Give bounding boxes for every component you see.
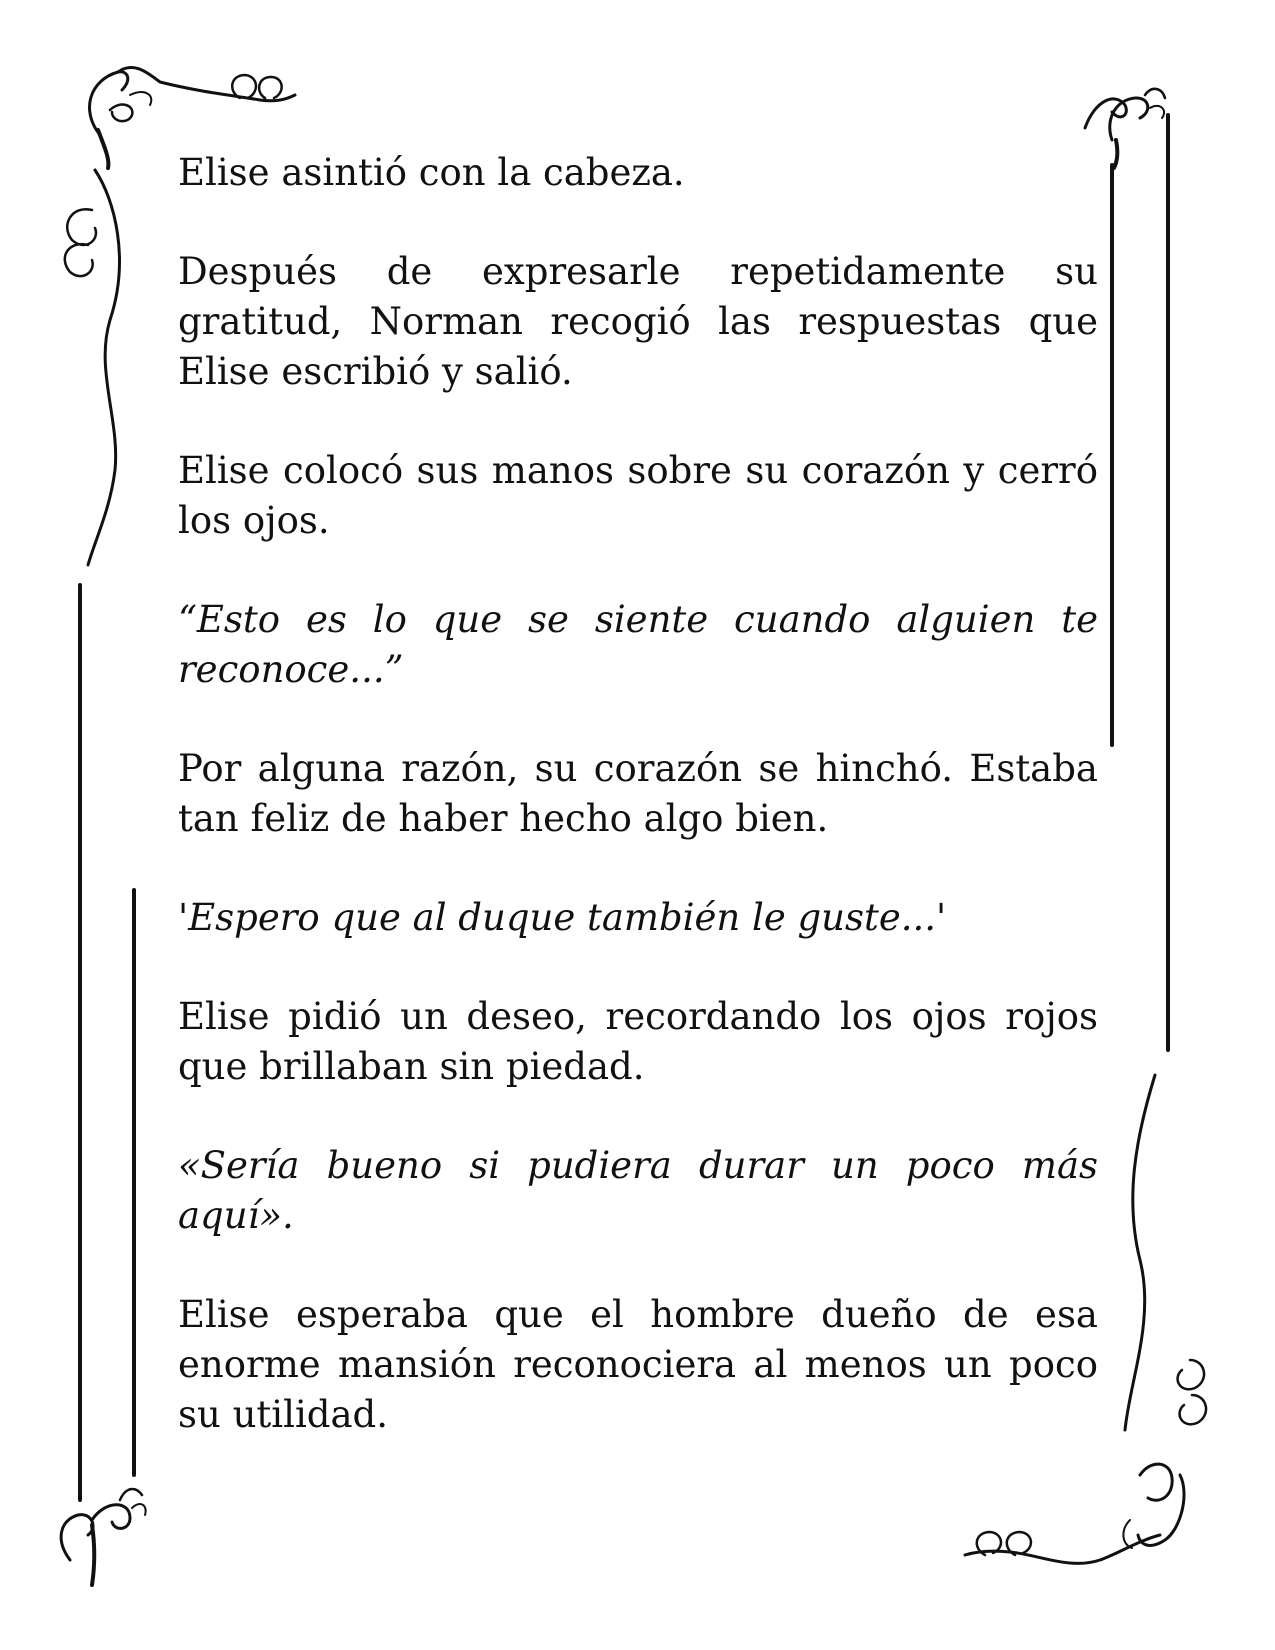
paragraph-9: Elise esperaba que el hombre dueño de esa enorme mansión reconociera al menos un poco su utilidad.: [178, 1293, 1098, 1436]
paragraph-3: Elise colocó sus manos sobre su corazón y cerró los ojos.: [178, 449, 1098, 542]
paragraph-7: Elise pidió un deseo, recordando los ojos rojos que brillaban sin piedad.: [178, 995, 1098, 1088]
bottom-left-flourish-icon: [61, 1489, 145, 1585]
paragraph-6-thought: 'Espero que al duque también le guste...': [178, 896, 947, 939]
paragraph-8-quote: «Sería bueno si pudiera durar un poco más aquí».: [178, 1144, 1098, 1237]
paragraph-1: Elise asintió con la cabeza.: [178, 151, 685, 194]
paragraph-2: Después de expresarle repetidamente su gratitud, Norman recogió las respuestas que Elise escribió y salió.: [178, 250, 1098, 393]
paragraph-5: Por alguna razón, su corazón se hinchó. Estaba tan feliz de haber hecho algo bien.: [178, 747, 1098, 840]
paragraph-4-quote: “Esto es lo que se siente cuando alguien te reconoce...”: [178, 598, 1098, 691]
document-body: [178, 148, 1098, 1489]
